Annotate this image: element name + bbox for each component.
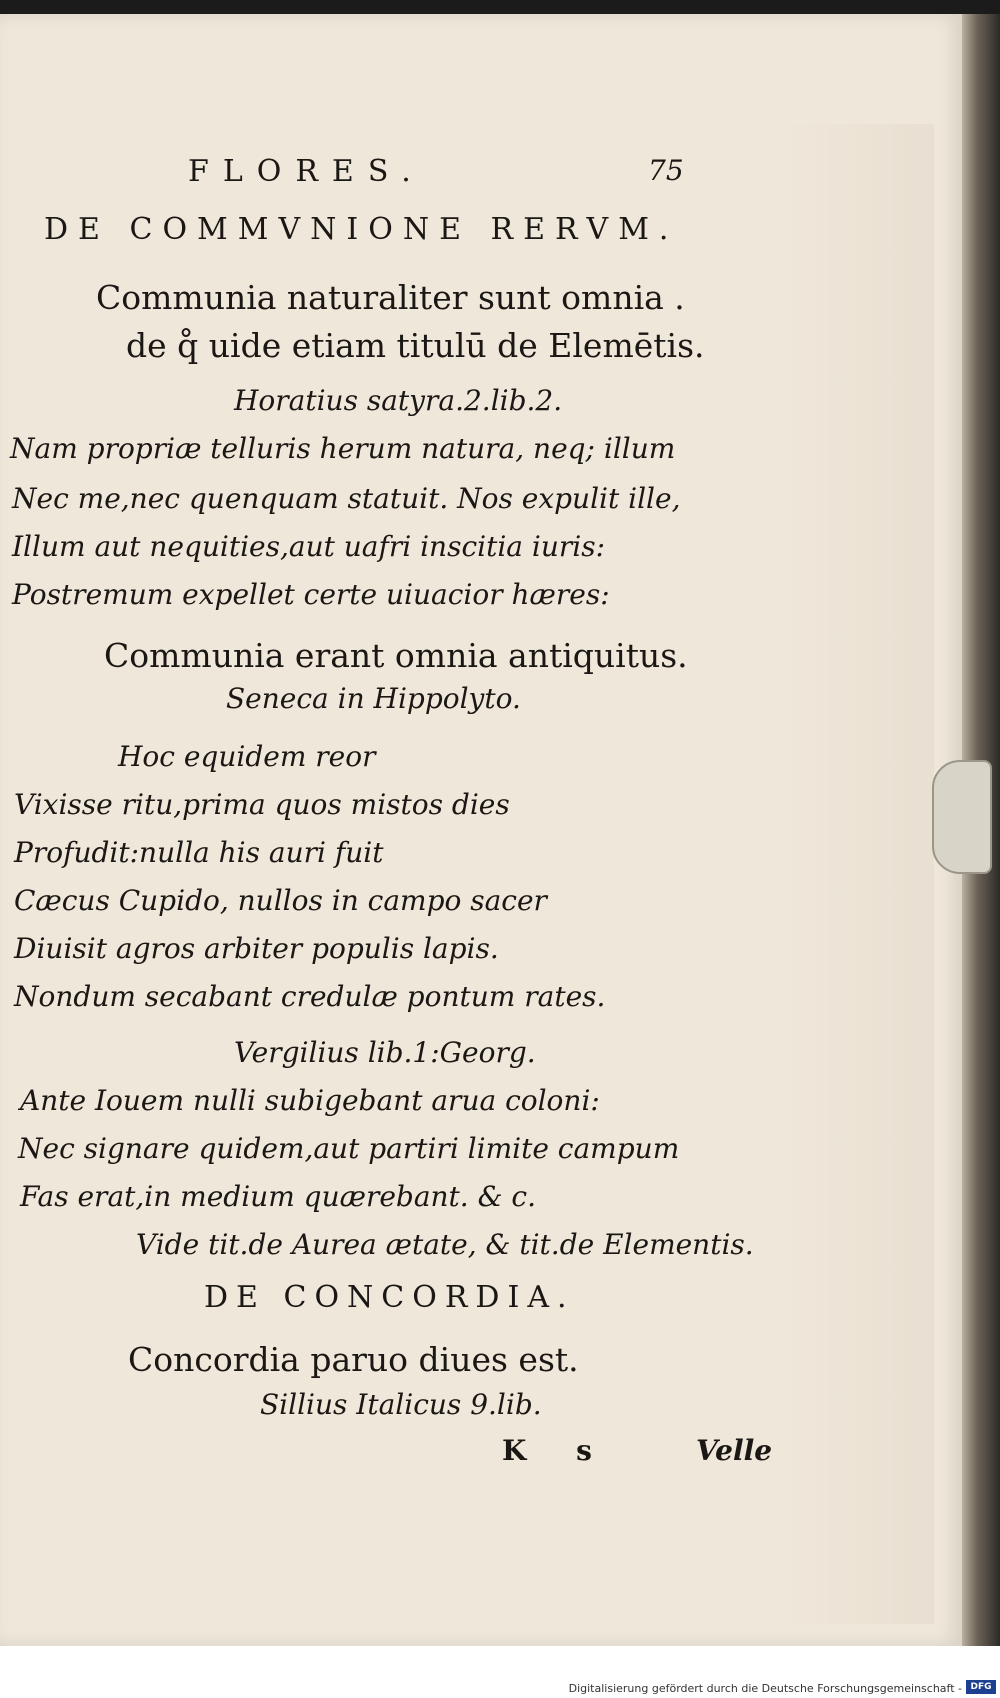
verse-line: Ante Iouem nulli subigebant arua coloni:	[20, 1084, 600, 1117]
verse-line: Diuisit agros arbiter populis lapis.	[14, 932, 499, 965]
text-line: Communia naturaliter sunt omnia .	[96, 278, 685, 317]
verse-line: Illum aut nequities,aut uafri inscitia iuris:	[12, 530, 606, 563]
page-clip	[932, 760, 992, 874]
text-line: de q̊ uide etiam titulū de Elemētis.	[126, 326, 705, 365]
verse-line: Cæcus Cupido, nullos in campo sacer	[14, 884, 547, 917]
verse-line: Nondum secabant credulæ pontum rates.	[14, 980, 606, 1013]
verse-line: Nec me,nec quenquam statuit. Nos expulit ille,	[12, 482, 681, 515]
text-line: Communia erant omnia antiquitus.	[104, 636, 688, 675]
section-heading: DE COMMVNIONE RERVM.	[44, 212, 679, 247]
signature-mark: K s	[502, 1434, 612, 1467]
cross-reference: Vide tit.de Aurea ætate, & tit.de Elementis.	[136, 1228, 754, 1261]
verse-line: Nec signare quidem,aut partiri limite campum	[18, 1132, 680, 1165]
dfg-logo: DFG	[966, 1680, 996, 1694]
catchword: Velle	[696, 1434, 773, 1467]
source-citation: Vergilius lib.1:Georg.	[234, 1036, 536, 1069]
page-number: 75	[648, 154, 684, 187]
running-head-title: FLORES.	[188, 154, 425, 189]
verse-line: Profudit:nulla his auri fuit	[14, 836, 384, 869]
source-citation: Sillius Italicus 9.lib.	[260, 1388, 542, 1421]
source-citation: Horatius satyra.2.lib.2.	[234, 384, 563, 417]
section-heading: DE CONCORDIA.	[204, 1280, 575, 1315]
source-citation: Seneca in Hippolyto.	[226, 682, 521, 715]
book-page	[0, 14, 962, 1646]
footer-credit: Digitalisierung gefördert durch die Deutsche Forschungsgemeinschaft -	[568, 1682, 962, 1695]
text-line: Concordia paruo diues est.	[128, 1340, 579, 1379]
verse-line: Fas erat,in medium quærebant. & c.	[20, 1180, 537, 1213]
show-through	[784, 124, 934, 1624]
verse-line: Vixisse ritu,prima quos mistos dies	[14, 788, 510, 821]
verse-line: Hoc equidem reor	[118, 740, 376, 773]
verse-line: Postremum expellet certe uiuacior hæres:	[12, 578, 610, 611]
verse-line: Nam propriæ telluris herum natura, neq; illum	[10, 432, 676, 465]
